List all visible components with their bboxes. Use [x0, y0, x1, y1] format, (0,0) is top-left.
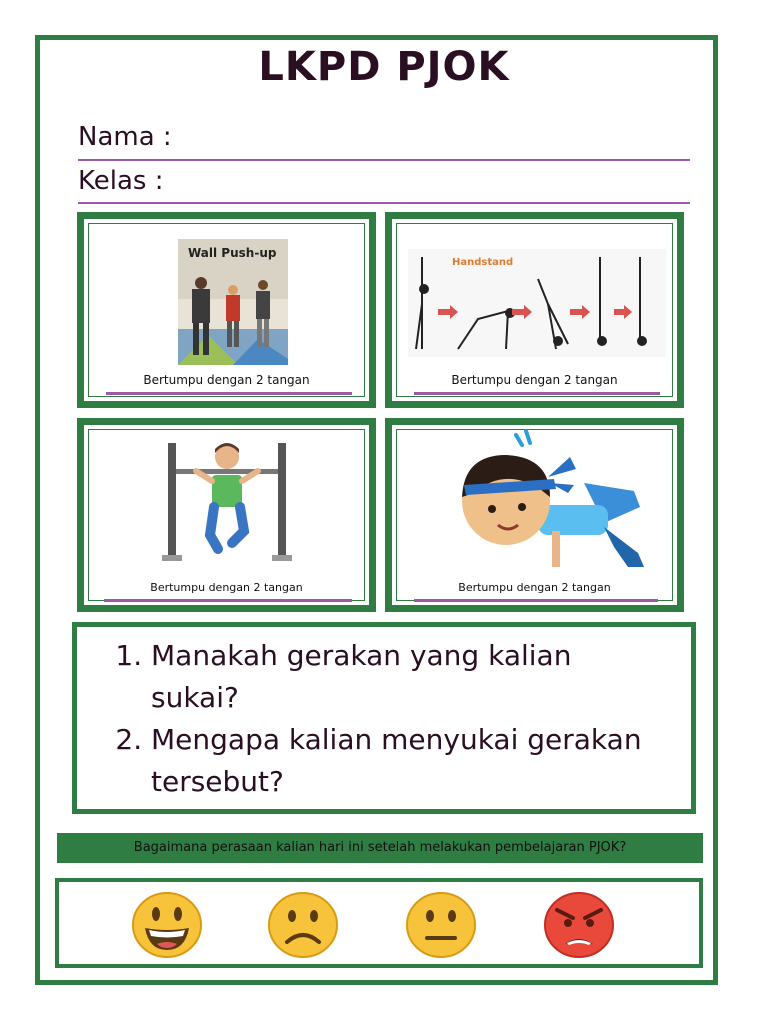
class-line [78, 202, 690, 204]
handstand-label: Handstand [452, 257, 514, 268]
question-item: 2. Mengapa kalian menyukai gerakan tersebut? [151, 719, 661, 803]
card-caption: Bertumpu dengan 2 tangan [150, 581, 303, 594]
card-push-up [385, 418, 684, 612]
handstand-sequence-image [408, 249, 666, 357]
card-caption: Bertumpu dengan 2 tangan [458, 581, 611, 594]
questions-box [72, 622, 696, 814]
grinning-face-icon[interactable] [131, 892, 203, 958]
class-label: Kelas : [78, 166, 164, 196]
name-line [78, 159, 690, 161]
name-label: Nama : [78, 122, 172, 152]
caption-line [414, 392, 660, 395]
feeling-prompt-banner: Bagaimana perasaan kalian hari ini setelah melakukan pembelajaran PJOK? [57, 833, 703, 863]
card-pull-up [77, 418, 376, 612]
neutral-face-icon[interactable] [405, 892, 477, 958]
caption-line [104, 599, 352, 602]
card-caption: Bertumpu dengan 2 tangan [143, 373, 310, 387]
card-handstand [385, 212, 684, 408]
questions-list [121, 635, 661, 803]
wall-push-up-photo [178, 239, 288, 365]
push-up-boy-illustration [444, 427, 644, 575]
angry-face-icon[interactable] [543, 892, 615, 958]
worksheet-title: LKPD PJOK [258, 44, 510, 90]
caption-line [414, 599, 658, 602]
caption-line [106, 392, 352, 395]
card-caption: Bertumpu dengan 2 tangan [451, 373, 618, 387]
wall-push-up-label: Wall Push-up [188, 246, 277, 260]
card-wall-push-up [77, 212, 376, 408]
pull-up-bar-illustration [162, 439, 302, 567]
slightly-frowning-face-icon[interactable] [267, 892, 339, 958]
emoji-row [55, 878, 703, 968]
question-item: 1. Manakah gerakan yang kalian sukai? [151, 635, 661, 719]
